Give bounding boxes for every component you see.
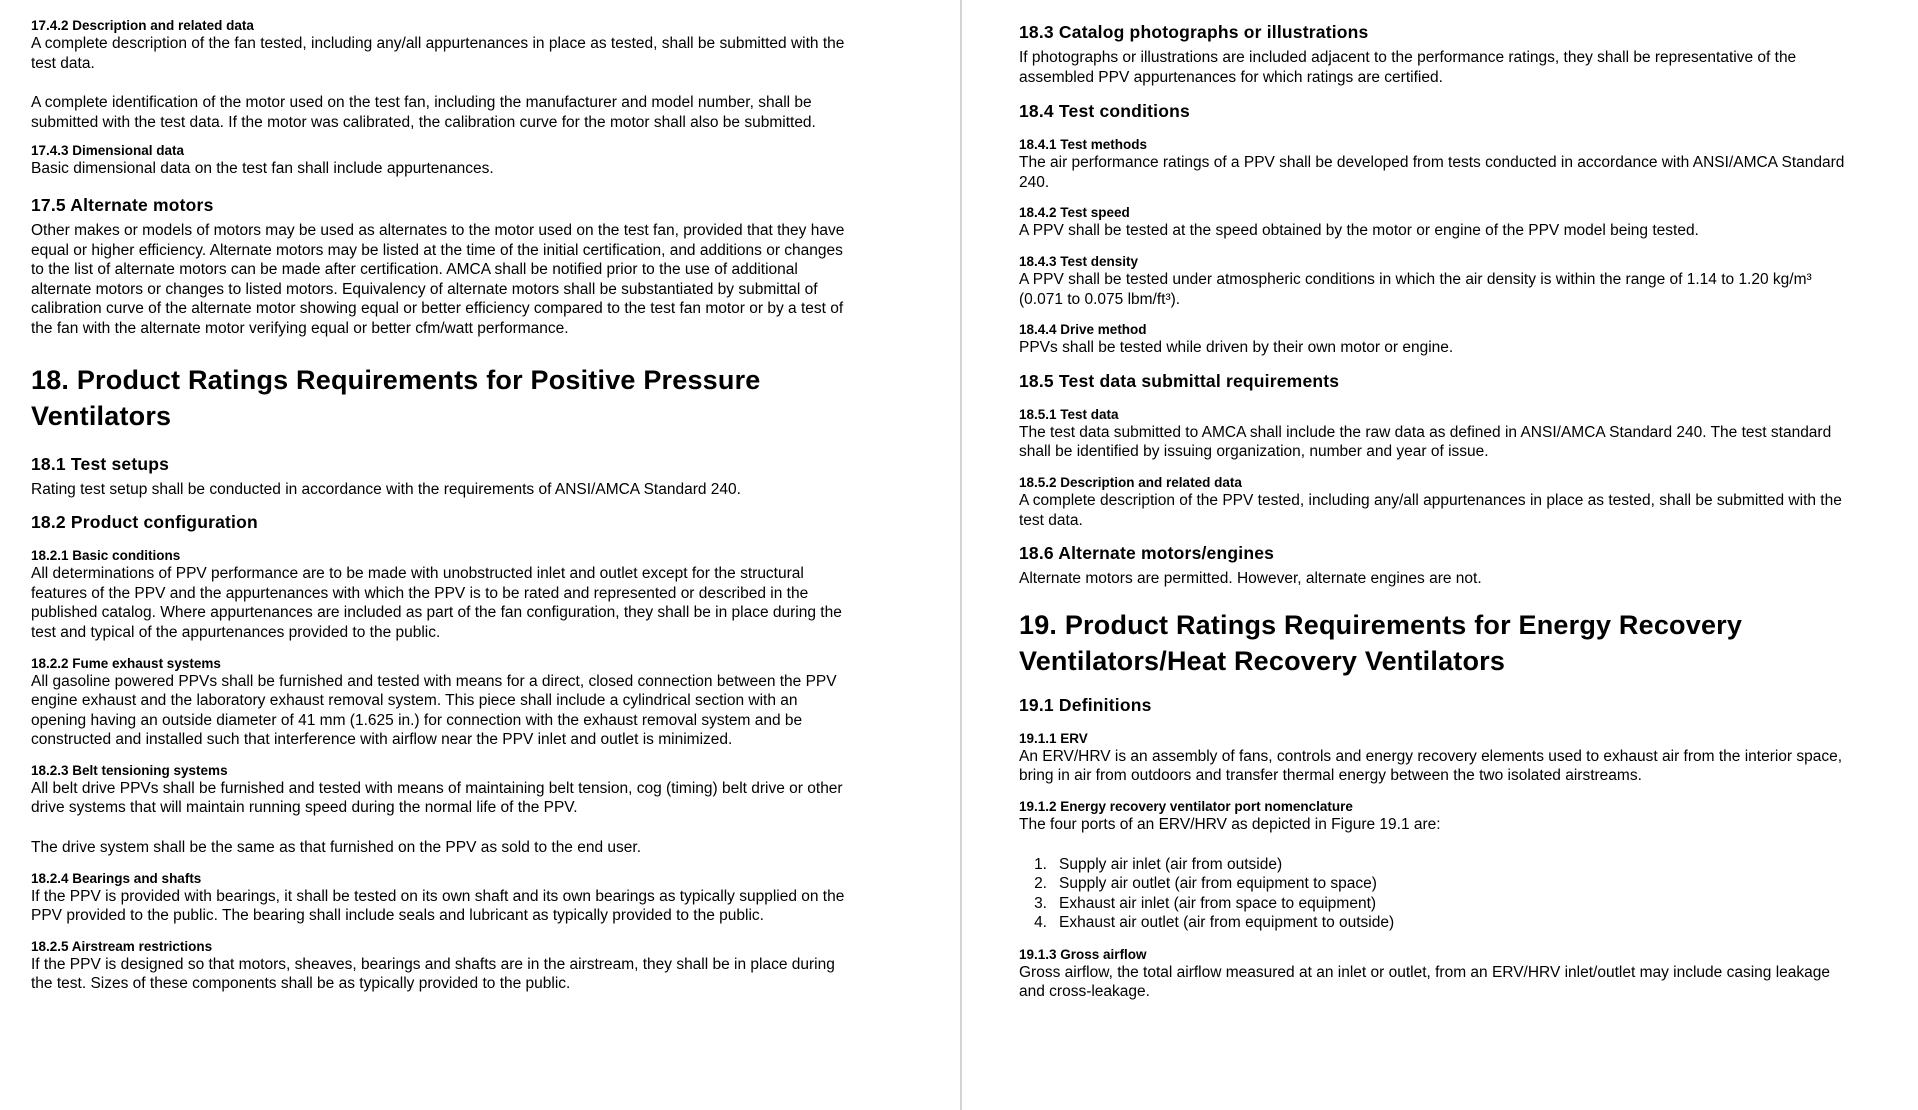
list-item-text: Exhaust air outlet (air from equipment to outside)	[1059, 914, 1395, 931]
heading-17-4-2: 17.4.2 Description and related data	[31, 18, 254, 33]
list-item-number: 2.	[1034, 875, 1047, 892]
heading-18-2-2: 18.2.2 Fume exhaust systems	[31, 655, 221, 671]
list-item-text: Exhaust air inlet (air from space to equipment)	[1059, 894, 1377, 912]
heading-19-1-2: 19.1.2 Energy recovery ventilator port nomenclature	[1019, 798, 1353, 814]
heading-18-5-1: 18.5.1 Test data	[1019, 406, 1119, 422]
paragraph-18-3: If photographs or illustrations are included adjacent to the performance ratings, they shall be representative of the assembled PPV appurtenances for which ratings are certified.	[1019, 49, 1797, 86]
paragraph-18-2-4: If the PPV is provided with bearings, it shall be tested on its own shaft and its own bearings as typically supplied on the PPV provided to the public. The bearing shall include seals and lubricant as typically provided to the public.	[31, 887, 845, 925]
heading-18-4-3: 18.4.3 Test density	[1019, 253, 1139, 269]
list-item	[1019, 913, 1918, 933]
heading-18-2: 18.2 Product configuration	[31, 512, 258, 533]
heading-18-4-1: 18.4.1 Test methods	[1019, 137, 1148, 153]
paragraph-18-1: Rating test setup shall be conducted in accordance with the requirements of ANSI/AMCA Standard 240.	[31, 480, 741, 498]
list-item	[1019, 874, 1918, 894]
heading-18-3: 18.3 Catalog photographs or illustrations	[1019, 22, 1369, 42]
paragraph-18-4-4: PPVs shall be tested while driven by their own motor or engine.	[1019, 339, 1454, 357]
list-item	[1019, 855, 1918, 875]
heading-18-5: 18.5 Test data submittal requirements	[1019, 370, 1340, 391]
paragraph-18-6: Alternate motors are permitted. However, alternate engines are not.	[1019, 570, 1482, 588]
paragraph-18-2-1: All determinations of PPV performance are to be made with unobstructed inlet and outlet except for the structural features of the PPV and the appurtenances with which the PPV is to be rated and represented or described in the published catalog. Where appurtenances are included as part of the fan configuration, they shall be in place during the test and typical of the appurtenances provided to the public.	[31, 565, 842, 641]
heading-18-2-5: 18.2.5 Airstream restrictions	[31, 938, 213, 954]
heading-19: 19. Product Ratings Requirements for Energy Recovery Ventilators/Heat Recovery Ventilators	[1019, 609, 1743, 677]
right-column	[962, 0, 1918, 1110]
heading-18-2-1: 18.2.1 Basic conditions	[31, 548, 181, 564]
heading-18-4: 18.4 Test conditions	[1019, 101, 1190, 122]
heading-18-2-3: 18.2.3 Belt tensioning systems	[31, 762, 228, 778]
heading-17-4-3: 17.4.3 Dimensional data	[31, 143, 185, 159]
heading-18: 18. Product Ratings Requirements for Positive Pressure Ventilators	[31, 364, 761, 432]
paragraph-17-4-3: Basic dimensional data on the test fan shall include appurtenances.	[31, 160, 494, 178]
paragraph-19-1-1: An ERV/HRV is an assembly of fans, controls and energy recovery elements used to exhaust air from the interior space, bring in air from outdoors and transfer thermal energy between the two isolated airstreams.	[1019, 747, 1843, 785]
heading-19-1: 19.1 Definitions	[1019, 694, 1152, 715]
list-item-number: 1.	[1034, 855, 1047, 873]
list-item-number: 4.	[1034, 914, 1047, 931]
paragraph-18-2-3-a: All belt drive PPVs shall be furnished and tested with means of maintaining belt tension, cog (timing) belt drive or other drive systems that will maintain running speed during the normal life of the PPV.	[31, 779, 843, 817]
heading-18-6: 18.6 Alternate motors/engines	[1019, 543, 1275, 564]
paragraph-18-4-1: The air performance ratings of a PPV shall be developed from tests conducted in accordance with ANSI/AMCA Standard 240.	[1019, 154, 1845, 191]
heading-18-1: 18.1 Test setups	[31, 453, 170, 474]
heading-18-2-4: 18.2.4 Bearings and shafts	[31, 870, 202, 886]
heading-18-4-4: 18.4.4 Drive method	[1019, 322, 1147, 338]
paragraph-18-2-2: All gasoline powered PPVs shall be furnished and tested with means for a direct, closed connection between the PPV engine exhaust and the laboratory exhaust removal system. This piece shall include a cylindrical section with an opening having an outside diameter of 41 mm (1.625 in.) for connection with the exhaust removal system and be constructed and installed such that interference with airflow near the PPV inlet and outlet is minimized.	[31, 672, 837, 749]
heading-17-5: 17.5 Alternate motors	[31, 194, 214, 215]
heading-18-5-2: 18.5.2 Description and related data	[1019, 474, 1242, 490]
list-item-text: Supply air inlet (air from outside)	[1059, 855, 1283, 873]
paragraph-18-4-2: A PPV shall be tested at the speed obtained by the motor or engine of the PPV model being tested.	[1019, 222, 1699, 240]
port-list	[1019, 855, 1918, 933]
paragraph-19-1-3: Gross airflow, the total airflow measured at an inlet or outlet, from an ERV/HRV inlet/outlet may include casing leakage and cross-leakage.	[1019, 963, 1831, 1001]
list-item-text: Supply air outlet (air from equipment to space)	[1059, 875, 1377, 892]
paragraph-18-2-3-b: The drive system shall be the same as that furnished on the PPV as sold to the end user.	[31, 839, 642, 857]
heading-18-4-2: 18.4.2 Test speed	[1019, 205, 1130, 221]
paragraph-17-4-2-b: A complete identification of the motor used on the test fan, including the manufacturer and model number, shall be submitted with the test data. If the motor was calibrated, the calibration curve for the motor shall also be submitted.	[31, 94, 816, 131]
heading-19-1-3: 19.1.3 Gross airflow	[1019, 946, 1147, 962]
paragraph-18-4-3: A PPV shall be tested under atmospheric conditions in which the air density is within the range of 1.14 to 1.20 kg/m³ (0.071 to 0.075 lbm/ft³).	[1019, 270, 1812, 308]
heading-19-1-1: 19.1.1 ERV	[1019, 730, 1088, 746]
paragraph-17-5: Other makes or models of motors may be used as alternates to the motor used on the test fan, provided that they have equal or higher efficiency. Alternate motors may be listed at the time of the initial certification, and additions or changes to the list of alternate motors can be made after certification. AMCA shall be notified prior to the use of additional alternate motors or changes to listed motors. Equivalency of alternate motors shall be substantiated by submittal of calibration curve of the alternate motor showing equal or better efficiency compared to the test fan motor or by a test of the fan with the alternate motor verifying equal or better cfm/watt performance.	[31, 221, 845, 337]
paragraph-17-4-2-a: A complete description of the fan tested, including any/all appurtenances in place as tested, shall be submitted with the test data.	[31, 35, 845, 72]
list-item-number: 3.	[1034, 894, 1047, 912]
paragraph-19-1-2: The four ports of an ERV/HRV as depicted in Figure 19.1 are:	[1019, 815, 1441, 833]
paragraph-18-5-1: The test data submitted to AMCA shall include the raw data as defined in ANSI/AMCA Standard 240. The test standard shall be identified by issuing organization, number and year of issue.	[1019, 423, 1832, 461]
paragraph-18-2-5: If the PPV is designed so that motors, sheaves, bearings and shafts are in the airstream, they shall be in place during the test. Sizes of these components shall be as typically provided to the public.	[31, 955, 835, 993]
paragraph-18-5-2: A complete description of the PPV tested, including any/all appurtenances in place as tested, shall be submitted with the test data.	[1019, 491, 1842, 529]
list-item	[1019, 894, 1918, 914]
